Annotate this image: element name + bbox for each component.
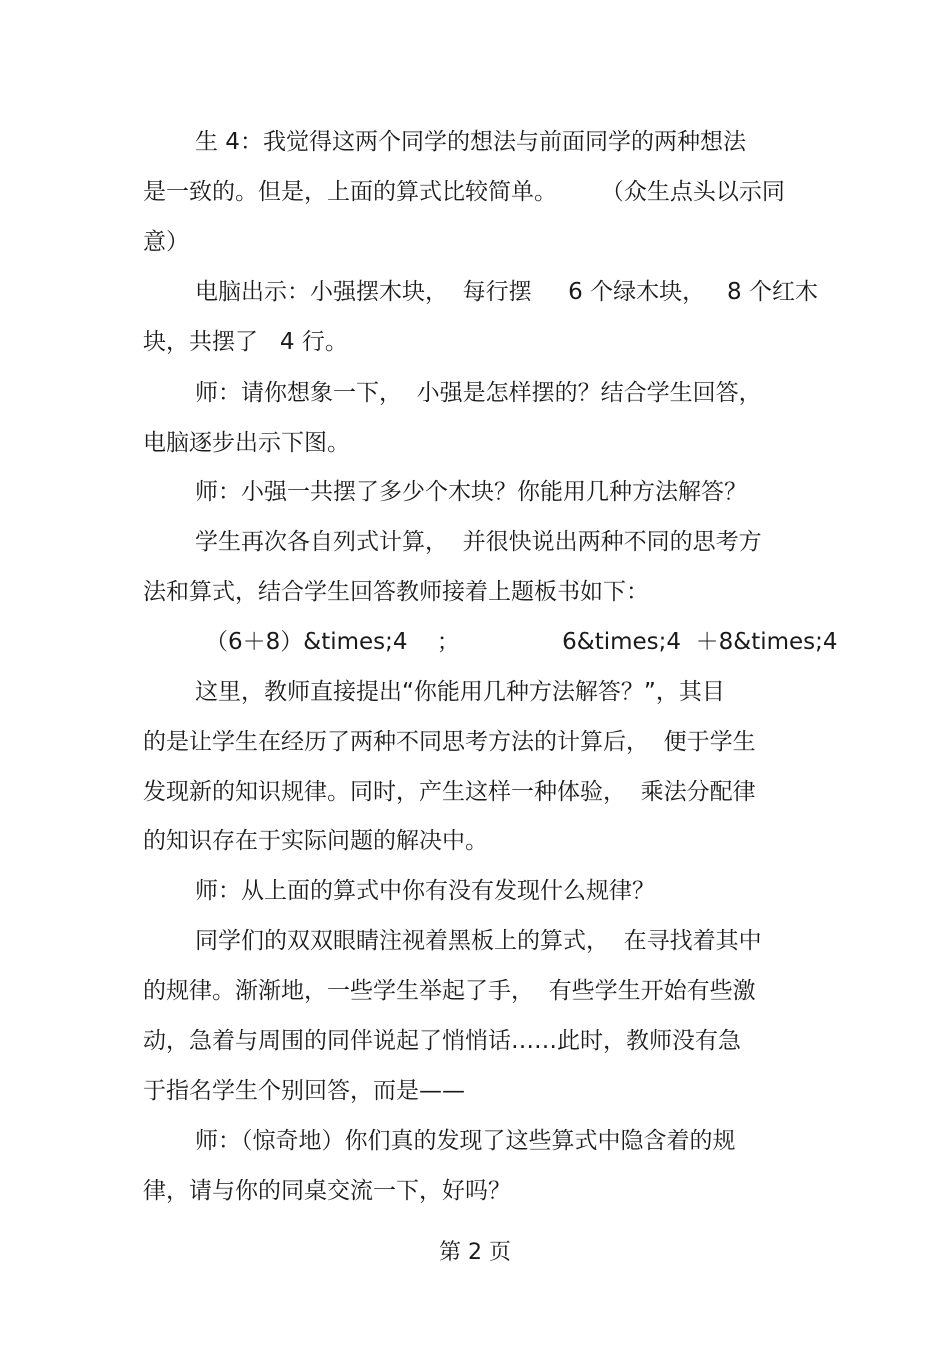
text-line: 电脑出示：小强摆木块， 每行摆 6 个绿木块， 8 个红木 (195, 279, 818, 305)
text-line: 师：（惊奇地）你们真的发现了这些算式中隐含着的规 (195, 1128, 736, 1154)
text-line: 师：请你想象一下， 小强是怎样摆的？结合学生回答， (195, 380, 762, 406)
text-line: 意） (143, 229, 189, 255)
text-line: 的规律。渐渐地，一些学生举起了手， 有些学生开始有些激 (143, 978, 756, 1004)
text-line: 动，急着与周围的同伴说起了悄悄话……此时，教师没有急 (143, 1028, 741, 1054)
text-line: 的是让学生在经历了两种不同思考方法的计算后， 便于学生 (143, 729, 756, 755)
text-line: 法和算式，结合学生回答教师接着上题板书如下： (143, 579, 649, 605)
text-line: 这里，教师直接提出“你能用几种方法解答？”，其目 (195, 679, 725, 705)
page-number: 第 2 页 (439, 1240, 511, 1265)
text-line: 师：小强一共摆了多少个木块？你能用几种方法解答？ (195, 479, 747, 505)
text-line: 发现新的知识规律。同时，产生这样一种体验， 乘法分配律 (143, 779, 756, 805)
text-line: 学生再次各自列式计算， 并很快说出两种不同的思考方 (195, 529, 762, 555)
text-line: 的知识存在于实际问题的解决中。 (143, 828, 488, 854)
text-line: 块，共摆了 4 行。 (143, 329, 348, 355)
text-line: 生 4：我觉得这两个同学的想法与前面同学的两种想法 (195, 129, 746, 155)
text-line: 电脑逐步出示下图。 (143, 430, 350, 456)
text-line: 同学们的双双眼睛注视着黑板上的算式， 在寻找着其中 (195, 928, 762, 954)
text-line: 律，请与你的同桌交流一下，好吗？ (143, 1178, 511, 1204)
text-line: 于指名学生个别回答，而是—— (143, 1078, 465, 1104)
formula-line: （6＋8）&times;4 ； 6&times;4 ＋8&times;4 (205, 629, 838, 655)
text-line: 师：从上面的算式中你有没有发现什么规律？ (195, 878, 655, 904)
text-line: 是一致的。但是，上面的算式比较简单。 （众生点头以示同 (143, 179, 785, 205)
